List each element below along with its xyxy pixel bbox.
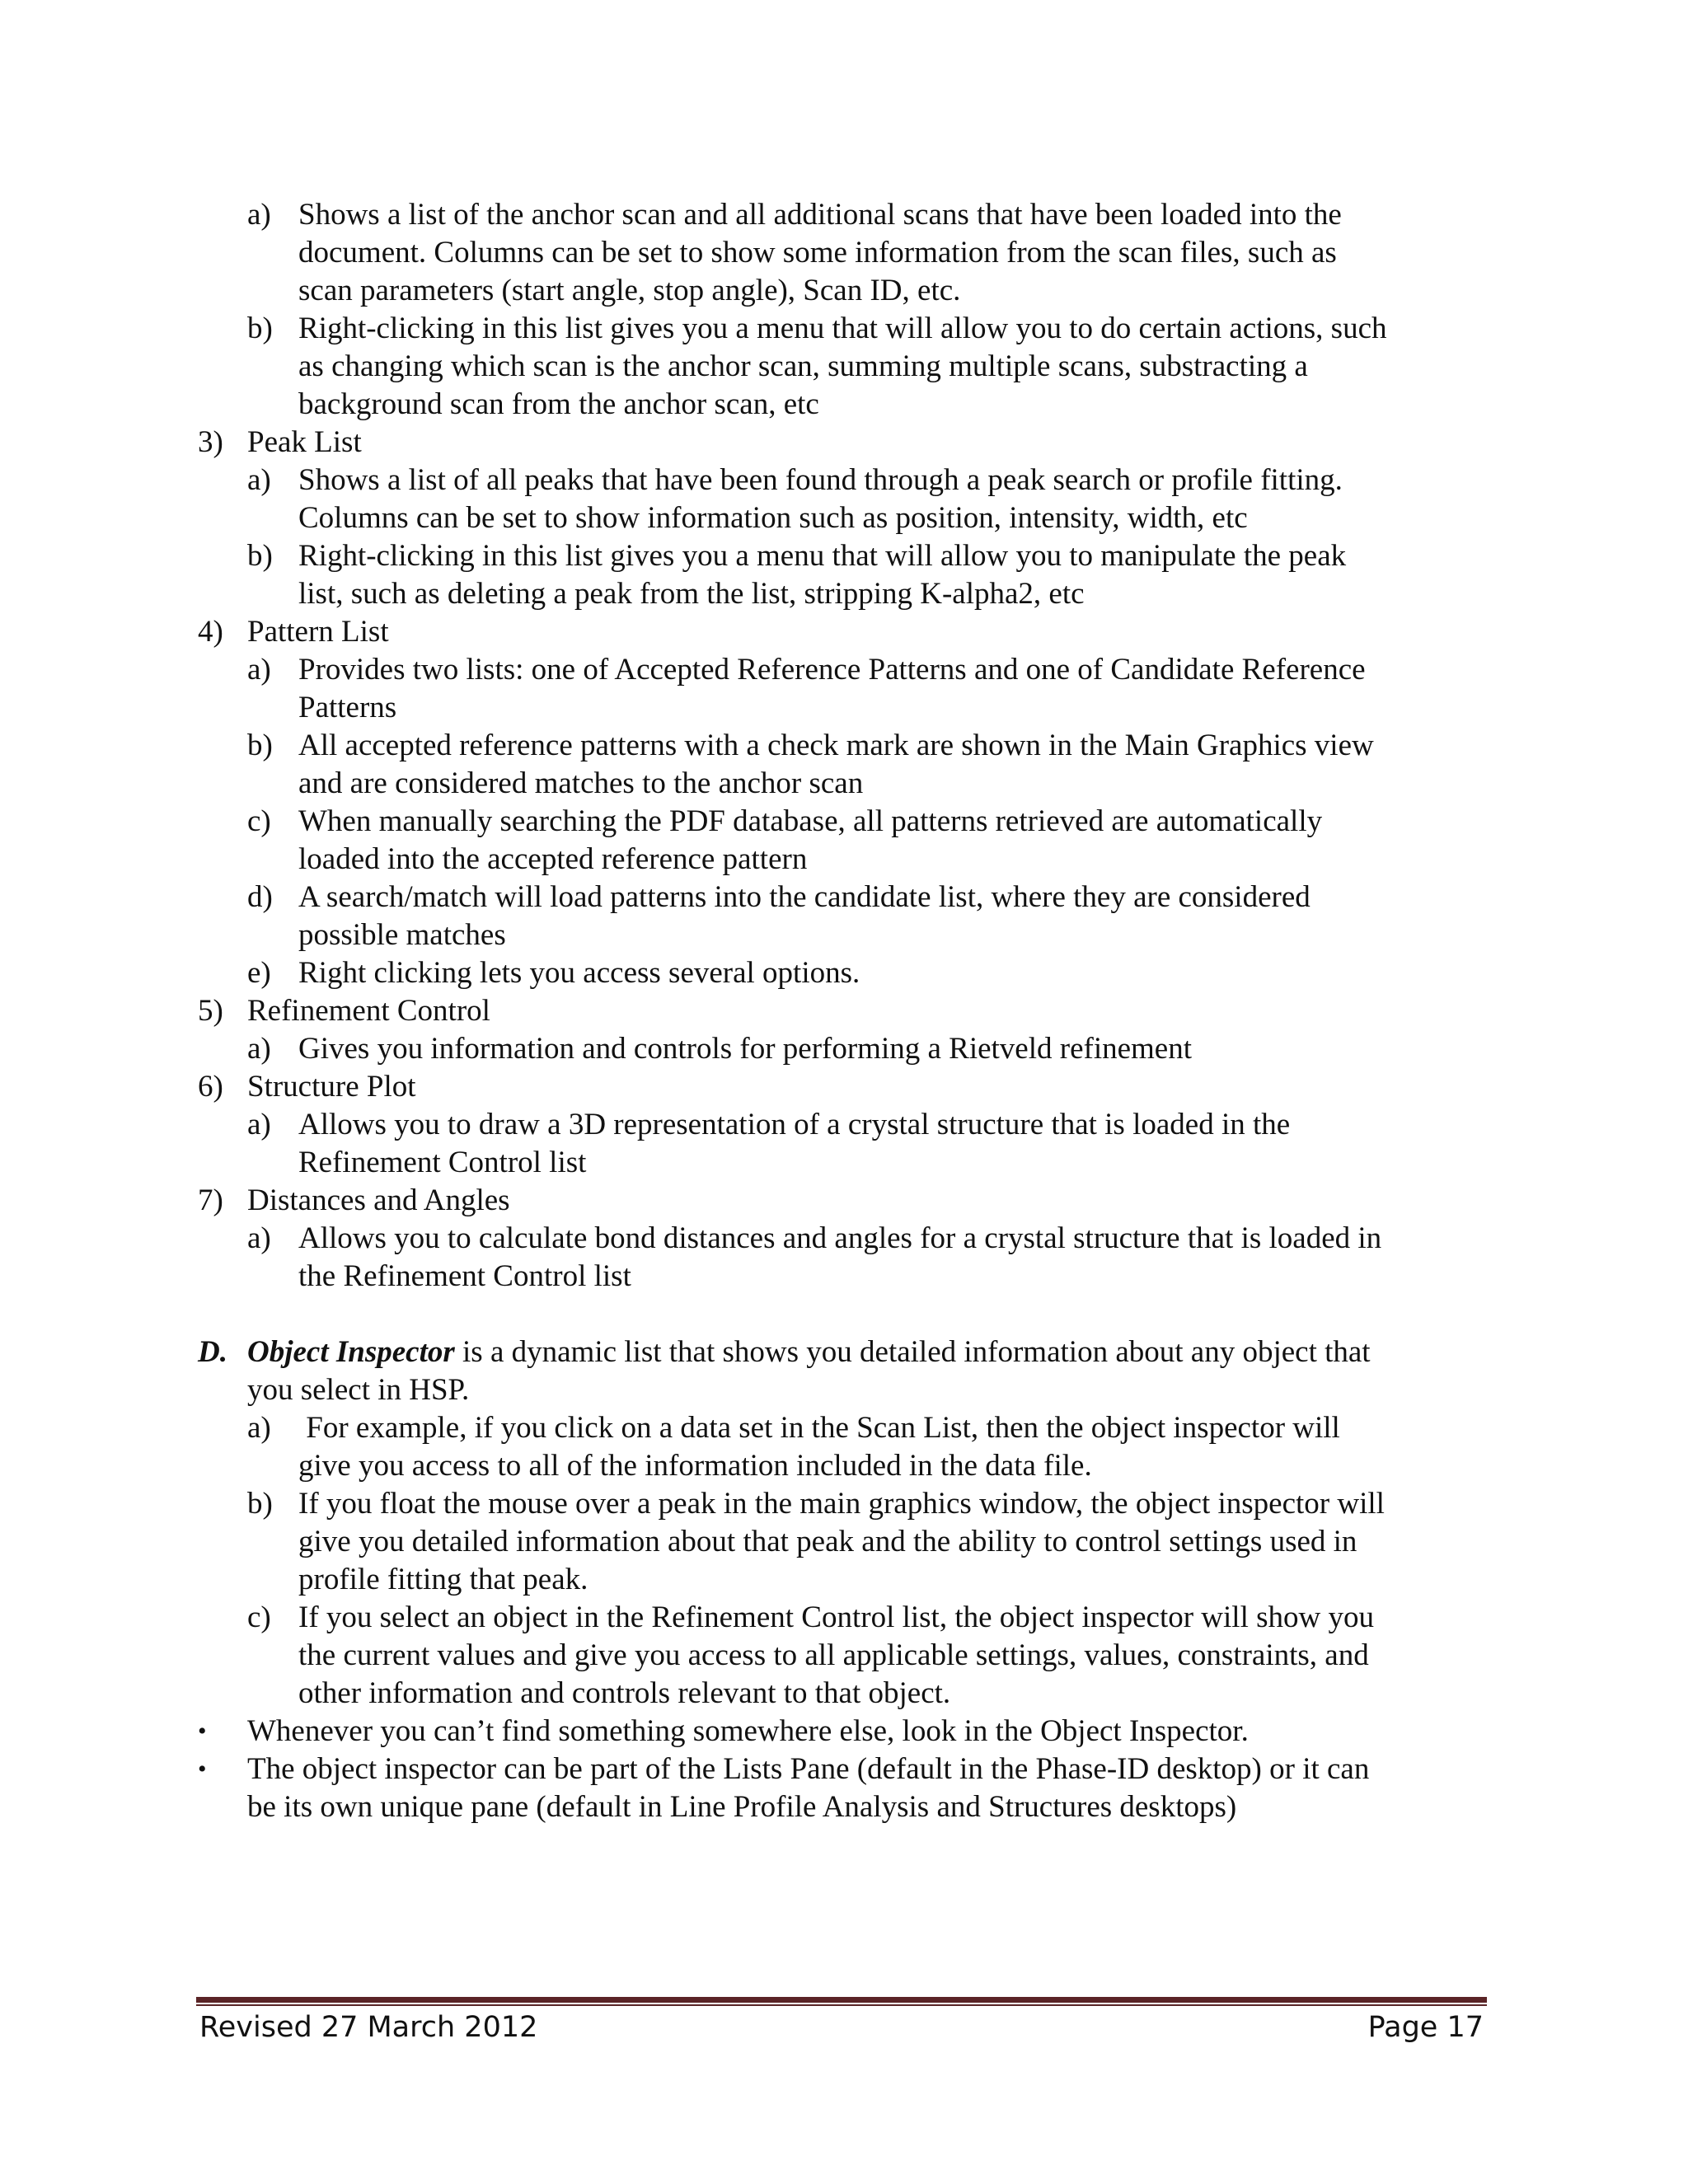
section-number: 3) (198, 425, 223, 459)
item-text: Right-clicking in this list gives you a menu that will allow you to do certain actions, such (298, 312, 1387, 345)
section-number: 7) (198, 1183, 223, 1217)
bullet-text: Whenever you can’t find something somewhere else, look in the Object Inspector. (247, 1714, 1249, 1748)
list-item-continuation (198, 689, 1484, 727)
list-item-continuation (198, 1258, 1484, 1296)
list-item (198, 1409, 1484, 1447)
list-item (198, 1106, 1484, 1144)
item-text: the Refinement Control list (298, 1259, 631, 1293)
list-item (198, 651, 1484, 689)
item-text: Refinement Control list (298, 1146, 587, 1179)
item-marker: b) (247, 1487, 273, 1521)
section-number: 5) (198, 994, 223, 1028)
item-marker: b) (247, 729, 273, 762)
item-marker: b) (247, 312, 273, 345)
item-text: as changing which scan is the anchor scan, summing multiple scans, substracting a (298, 349, 1308, 383)
list-item-continuation (198, 499, 1484, 537)
item-marker: a) (247, 463, 271, 497)
item-marker: d) (247, 880, 273, 914)
section-title: Structure Plot (247, 1070, 416, 1104)
item-text: When manually searching the PDF database, all patterns retrieved are automatically (298, 804, 1323, 838)
item-text: Provides two lists: one of Accepted Reference Patterns and one of Candidate Reference (298, 653, 1366, 687)
item-text: and are considered matches to the anchor scan (298, 766, 864, 800)
list-item-continuation (198, 1675, 1484, 1713)
footer-divider (196, 1997, 1487, 2003)
section-heading-distances-angles (198, 1182, 1484, 1220)
footer-revision-date: Revised 27 March 2012 (199, 2011, 538, 2044)
list-item-continuation (198, 386, 1484, 424)
bullet-icon: • (198, 1755, 207, 1783)
list-item-continuation (198, 348, 1484, 386)
item-marker: b) (247, 539, 273, 573)
bullet-icon: • (198, 1718, 207, 1745)
section-title: Object Inspector (247, 1335, 455, 1369)
item-text: All accepted reference patterns with a check mark are shown in the Main Graphics view (298, 729, 1374, 762)
list-item-continuation (198, 1561, 1484, 1599)
section-letter: D. (198, 1335, 227, 1369)
footer-divider-thin (196, 2004, 1487, 2006)
item-marker: a) (247, 1411, 271, 1445)
item-text: scan parameters (start angle, stop angle), Scan ID, etc. (298, 274, 961, 307)
item-text: list, such as deleting a peak from the list, stripping K-alpha2, etc (298, 577, 1085, 611)
list-item (198, 1030, 1484, 1068)
item-text: Right clicking lets you access several options. (298, 956, 860, 990)
section-heading-peak-list (198, 424, 1484, 462)
section-heading-object-inspector (198, 1333, 1484, 1371)
item-marker: a) (247, 1108, 271, 1141)
item-marker: a) (247, 653, 271, 687)
item-text: Gives you information and controls for performing a Rietveld refinement (298, 1032, 1193, 1066)
item-marker: a) (247, 1221, 271, 1255)
bullet-item-continuation (198, 1788, 1484, 1826)
item-text: Right-clicking in this list gives you a menu that will allow you to manipulate the peak (298, 539, 1347, 573)
item-text: give you detailed information about that peak and the ability to control settings used in (298, 1525, 1357, 1558)
item-marker: e) (247, 956, 271, 990)
item-text: the current values and give you access to all applicable settings, values, constraints, and (298, 1638, 1369, 1672)
item-text: A search/match will load patterns into the candidate list, where they are considered (298, 880, 1311, 914)
bullet-text: The object inspector can be part of the Lists Pane (default in the Phase-ID desktop) or it can (247, 1752, 1370, 1786)
item-text: If you select an object in the Refinement Control list, the object inspector will show you (298, 1601, 1374, 1634)
item-text: Allows you to draw a 3D representation of a crystal structure that is loaded in the (298, 1108, 1291, 1141)
list-item-continuation (198, 916, 1484, 954)
list-item (198, 803, 1484, 841)
list-item (198, 954, 1484, 992)
list-item (198, 196, 1484, 234)
item-text: profile fitting that peak. (298, 1563, 588, 1596)
list-item-continuation (198, 234, 1484, 272)
list-item-continuation (198, 1144, 1484, 1182)
footer-page-number: Page 17 (1367, 2011, 1484, 2044)
item-text: give you access to all of the information included in the data file. (298, 1449, 1092, 1483)
section-title: Peak List (247, 425, 362, 459)
item-text: other information and controls relevant to that object. (298, 1676, 951, 1710)
list-item-continuation (198, 272, 1484, 310)
section-title: Distances and Angles (247, 1183, 510, 1217)
list-item (198, 879, 1484, 916)
section-intro-text: you select in HSP. (247, 1373, 470, 1407)
section-heading-structure-plot (198, 1068, 1484, 1106)
item-text: For example, if you click on a data set in the Scan List, then the object inspector will (298, 1411, 1340, 1445)
item-text: Allows you to calculate bond distances and angles for a crystal structure that is loaded in (298, 1221, 1382, 1255)
item-marker: a) (247, 198, 271, 232)
list-item (198, 1220, 1484, 1258)
item-text: Shows a list of the anchor scan and all additional scans that have been loaded into the (298, 198, 1342, 232)
bullet-item (198, 1713, 1484, 1750)
item-marker: c) (247, 804, 271, 838)
section-heading-pattern-list (198, 613, 1484, 651)
section-title: Refinement Control (247, 994, 490, 1028)
list-item-continuation (198, 575, 1484, 613)
list-item (198, 1599, 1484, 1637)
list-item (198, 537, 1484, 575)
item-text: Columns can be set to show information such as position, intensity, width, etc (298, 501, 1248, 535)
list-item (198, 727, 1484, 765)
item-text: Patterns (298, 691, 397, 724)
section-intro-continuation (198, 1371, 1484, 1409)
item-text: possible matches (298, 918, 506, 952)
paragraph-gap (198, 1296, 1484, 1333)
list-item-continuation (198, 765, 1484, 803)
item-text: If you float the mouse over a peak in the main graphics window, the object inspector will (298, 1487, 1385, 1521)
list-item-continuation (198, 1447, 1484, 1485)
bullet-item (198, 1750, 1484, 1788)
list-item-continuation (198, 1523, 1484, 1561)
item-marker: c) (247, 1601, 271, 1634)
list-item (198, 462, 1484, 499)
section-title: Pattern List (247, 615, 389, 649)
section-number: 4) (198, 615, 223, 649)
list-item (198, 1485, 1484, 1523)
item-text: background scan from the anchor scan, etc (298, 387, 819, 421)
section-number: 6) (198, 1070, 223, 1104)
section-intro-text: is a dynamic list that shows you detailed information about any object that (454, 1335, 1371, 1369)
section-heading-refinement-control (198, 992, 1484, 1030)
bullet-text: be its own unique pane (default in Line Profile Analysis and Structures desktops) (247, 1790, 1237, 1824)
item-text: loaded into the accepted reference pattern (298, 842, 808, 876)
item-marker: a) (247, 1032, 271, 1066)
list-item-continuation (198, 1637, 1484, 1675)
item-text: document. Columns can be set to show some information from the scan files, such as (298, 236, 1337, 269)
item-text: Shows a list of all peaks that have been found through a peak search or profile fitting. (298, 463, 1343, 497)
list-item-continuation (198, 841, 1484, 879)
list-item (198, 310, 1484, 348)
page-body (198, 196, 1484, 1826)
